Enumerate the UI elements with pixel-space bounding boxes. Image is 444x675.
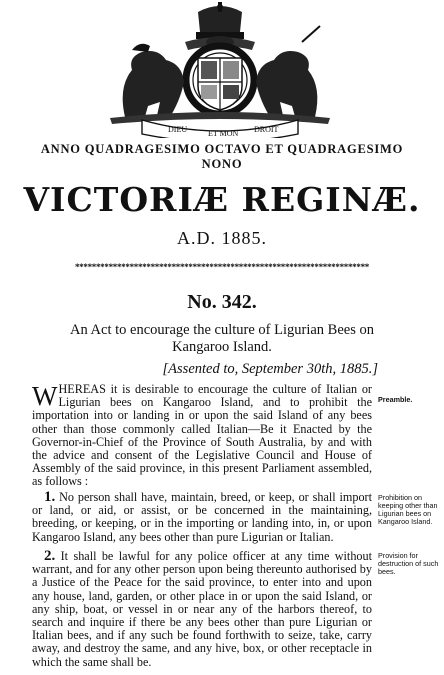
motto-right: DROIT [254, 125, 279, 134]
regnal-line-1: ANNO QUADRAGESIMO OCTAVO ET QUADRAGESIMO [40, 142, 404, 156]
preamble-paragraph [32, 383, 372, 489]
shield-icon [198, 58, 242, 110]
section-2-text: It shall be lawful for any police officer at any time without warrant, and for any other person upon being thereunto authorised by a Justice of the Peace for the said province, to enter into and upon any house, land, garden, or other place in or upon the said Island, or any ship, boat, or vessel in or near any of the harbors thereof, to search and inquire if there be any bees other than pure Ligurian or Italian bees, and if any such be found forthwith to seize, take, carry away, and destroy the same, and any hive, box, or other receptacle in which the same shall be. [32, 549, 372, 669]
assent-date: [Assented to, September 30th, 1885.] [162, 361, 378, 377]
regnal-line-2: NONO [201, 157, 243, 171]
regnal-year-heading [20, 142, 424, 172]
dropcap-letter: W [32, 381, 58, 411]
margin-note-preamble: Preamble. [378, 395, 413, 404]
margin-note-section-2: Provision for destruction of such bees. [378, 551, 439, 576]
section-1-number: 1. [44, 489, 56, 505]
act-number: No. 342. [187, 291, 257, 313]
motto-center: ET MON [208, 129, 239, 138]
preamble-text: HEREAS it is desirable to encourage the culture of Italian or Ligurian bees on Kangaroo Island, and to prohibit the importation into or landing in or upon the said Island of any bees other than those commonly called Italian—Be it Enacted by the Governor-in-Chief of the Province of South Australia, by and with the advice and consent of the Legislative Council and House of Assembly of the said province, in this present Parliament assembled, as follows : [32, 382, 372, 489]
sovereign-title: VICTORIÆ REGINÆ. [23, 180, 421, 219]
crown-icon [196, 2, 244, 39]
separator-stars: ********************************************************************** [74, 262, 369, 272]
margin-note-section-1: Prohibition on keeping other than Ligurian bees on Kangaroo Island. [378, 493, 438, 526]
section-2-paragraph [32, 550, 372, 669]
year-heading: A.D. 1885. [177, 228, 267, 248]
section-2-number: 2. [44, 548, 56, 564]
act-title: An Act to encourage the culture of Ligurian Bees on Kangaroo Island. [70, 322, 374, 355]
royal-coat-of-arms [70, 2, 370, 138]
unicorn-supporter-icon [256, 26, 320, 120]
motto-left: DIEU [168, 125, 188, 134]
lion-supporter-icon [123, 44, 184, 120]
section-1-text: No person shall have, maintain, breed, or keep, or shall import or land, or aid, or assist, or be concerned in the maintaining, breeding, or keeping, or in the importing or landing into, in, or upon Kangaroo Island, any bees other than pure Ligurian or Italian. [32, 490, 372, 544]
section-1-paragraph [32, 491, 372, 544]
